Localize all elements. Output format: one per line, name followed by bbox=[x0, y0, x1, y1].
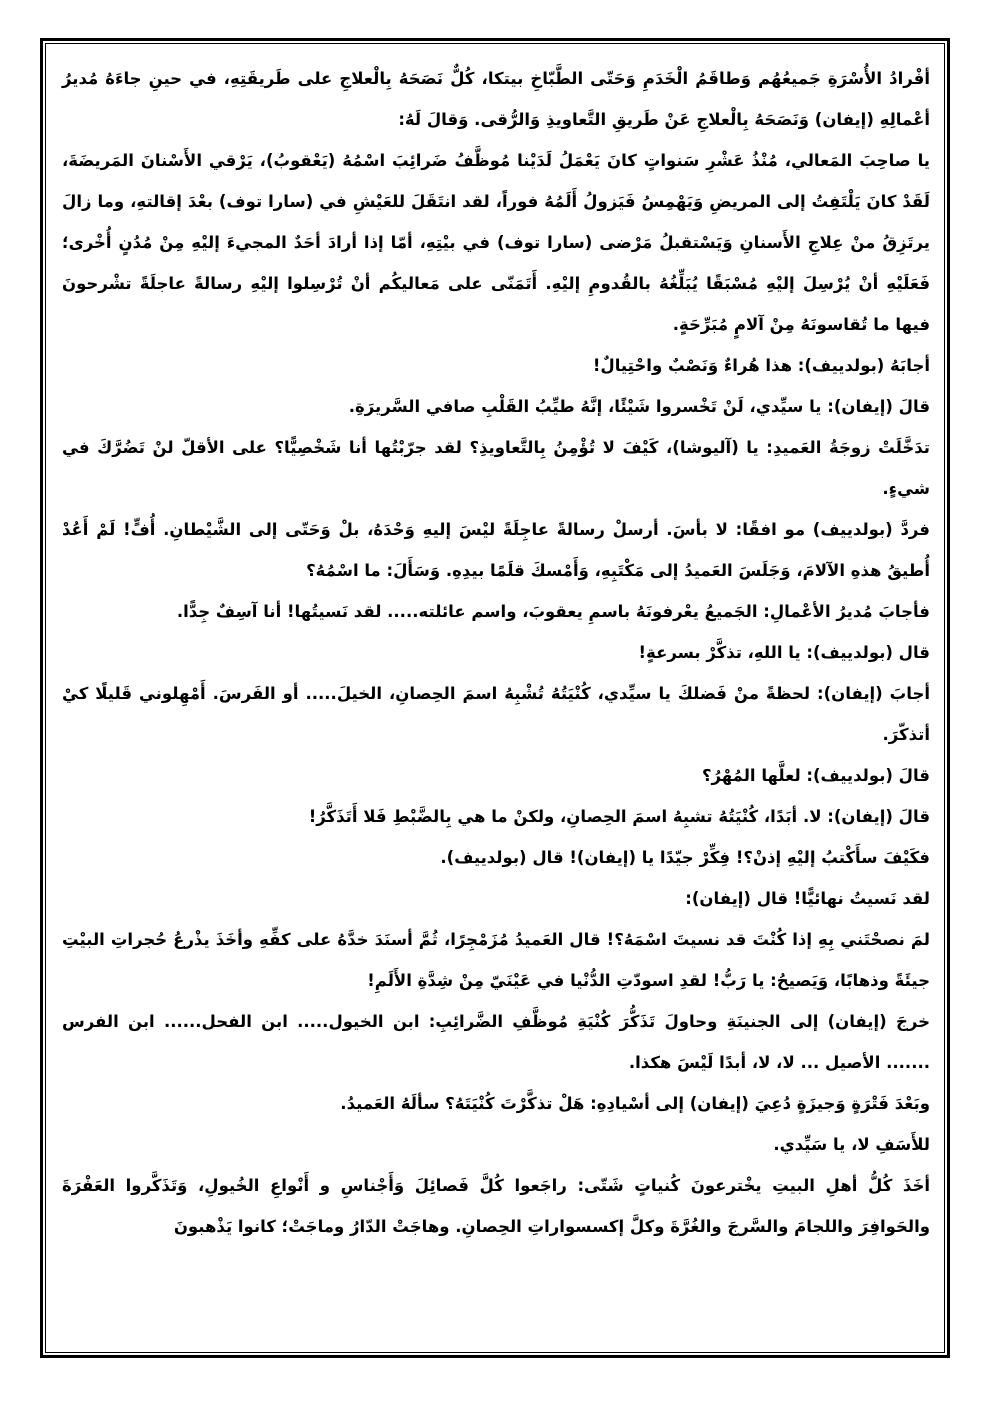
paragraph: قالَ (إيفان): يا سيِّدي، لَنْ تَخْسروا شَيْئًا، إنَّهُ طيِّبُ القَلْبِ صافي السَّريرَةِ. bbox=[348, 397, 930, 416]
paragraph: قالَ (إيفان): لا. أبَدًا، كُنْيَتُهُ تشبِهُ اسمَ الحِصانِ، ولكنْ ما هي بِالضَّبْطِ فَلا أَتَذَكَّرُ! bbox=[308, 807, 930, 826]
paragraph: فكَيْفَ سأَكْتبُ إليْهِ إذنْ؟! فِكِّرْ جيّدًا يا (إيفان)! قال (بولدييف). bbox=[440, 848, 930, 867]
paragraph: أجابَ (إيفان): لحظةً منْ فَضلكَ يا سيِّدي، كُنْيَتُهُ تُشْبِهُ اسمَ الحِصانِ، الخيلَ..... أو الفَرسَ. أَمْهِلوني قَليلًا كيْ أتذكّرَ. bbox=[62, 684, 930, 744]
paragraph: لمَ نصحْتَني بِهِ إذا كُنْتَ قد نسيتَ اسْمَهُ؟! قال العَميدُ مُزَمْجِرًا، ثُمَّ أسنَدَ خدَّهُ على كفِّهِ وأخَذَ يذْرعُ حُجراتِ البيْتِ جيئَةً وذهابًا، وَيَصيحُ: يا رَبُّ! لقدِ اسودّتِ الدُّنْيا في عَيْنَيّ مِنْ شِدَّةِ الأَلَمِ! bbox=[62, 930, 930, 990]
paragraph: وبَعْدَ فَتْرَةٍ وَجيزَةٍ دُعِيَ (إيفان) إلى أسْيادِهِ: هَلْ تذكَّرْتَ كُنْيَتَهُ؟ سألَهُ العَميدُ. bbox=[340, 1094, 930, 1113]
paragraph: أفْرادُ الأُسْرَةِ جَميعُهُم وَطاقَمُ الْخَدَمِ وَحَتّى الطَّبّاخِ بيتكا، كُلٌّ نَصَحَهُ بِالْعلاجِ على طَريقَتِهِ، في حينِ جاءَهُ مُديرُ أعْمالِهِ (إيفان) وَنَصَحَهُ بِالْعلاجِ عَنْ طَريقِ التَّعاويذِ وَالرُّقى. وَقالَ لَهُ: bbox=[62, 69, 930, 129]
paragraph: يا صاحِبَ المَعالي، مُنْذُ عَشْرِ سَنواتٍ كانَ يَعْمَلُ لَدَيْنا مُوظَّفُ ضَرائِبَ اسْمُهُ (يَعْقوبُ)، يَرْقي الأَسْنانَ المَريضَةَ، لَقَدْ كانَ يَلْتَفِتُ إلى المريضِ وَيَهْمِسُ فَيَزولُ أَلَمُهُ فوراً، لقد انتَقَلَ للعَيْشِ في (سارا توف) بعْدَ إقالتهِ، وما زالَ يرتَزِقُ منْ عِلاجِ الأَسنانِ وَيَسْتقبلُ مَرْضى (سارا توف) في بيْتِهِ، أمّا إذا أرادَ أحَدٌ المجيءَ إليْهِ مِنْ مُدُنٍ أُخْرى؛ فَعَلَيْهِ أنْ يُرْسِلَ إليْهِ مُسْبَقًا يُبَلِّغُهُ بالقُدومِ إليْهِ. أَتَمَنّى على مَعاليكُم أنْ تُرْسِلوا إليْهِ رسالةً عاجلَةً تشْرحونَ فيها ما تُقاسونَهُ مِنْ آلامٍ مُبَرِّحَةٍ. bbox=[62, 151, 930, 334]
paragraph: للأَسَفِ لا، يا سَيِّدي. bbox=[773, 1135, 930, 1154]
paragraph: فأجابَ مُديرُ الأعْمالِ: الجَميعُ يعْرفونَهُ باسمِ يعقوبَ، واسم عائلته..... لقد نَسيتُها! أنا آسِفٌ جِدًّا. bbox=[176, 602, 930, 621]
paragraph: خرجَ (إيفان) إلى الجنينَةِ وحاولَ تَذَكُّرَ كُنْيَةِ مُوظَّفِ الضَّرائِبِ: ابن الخيول..... ابن الفحل...... ابن الفرس ....... الأصيل ... لا، لا، أبدًا لَيْسَ هكذا. bbox=[62, 1012, 930, 1072]
paragraph: أخَذَ كُلُّ أهلِ البيتِ يخْترعونَ كُنياتٍ شَتّى: راجَعوا كُلَّ فَصائِلَ وَأَجْناسِ و أَنْواعِ الخُيولِ، وَتَذَكَّروا العَفْرَةَ والحَوافِرَ واللجامَ والسَّرجَ والغُرَّةَ وكلَّ إكسسواراتِ الحِصانِ. وهاجَتْ الدّارُ وماجَتْ؛ كانوا يَذْهبونَ bbox=[62, 1176, 930, 1236]
paragraph: تدَخَّلَتْ زوجَةُ العَميدِ: يا (آليوشا)، كَيْفَ لا تُؤْمِنُ بِالتَّعاويذِ؟ لقد جرّبْتُها أنا شَخْصِيًّا؟ على الأقلّ لنْ تَضُرَّكَ في شيءٍ. bbox=[62, 438, 930, 498]
paragraph: قالَ (بولدييف): لعلَّها المُهْرُ؟ bbox=[701, 766, 930, 785]
paragraph: فردَّ (بولدييف) مو افقًا: لا بأسَ. أرسلْ رسالةً عاجِلَةً ليْسَ إليهِ وَحْدَهُ، بلْ وَحَتّى إلى الشَّيْطانِ. أُفٍّ! لَمْ أَعُدْ أُطيقُ هذهِ الآلامَ، وَجَلَسَ العَميدُ إلى مَكْتَبِهِ، وَأَمْسكَ قلَمًا بيدِهِ. وَسَأَلَ: ما اسْمُهُ؟ bbox=[62, 520, 930, 580]
paragraph: أجابَهُ (بولدييف): هذا هُراءٌ وَنَصْبٌ واحْتِيالٌ! bbox=[592, 356, 930, 375]
paragraph: قال (بولدييف): يا اللهِ، تذكَّرْ بسرعةٍ! bbox=[638, 643, 930, 662]
paragraph: لقد نَسيتُ نهائيًّا! قال (إيفان): bbox=[685, 889, 930, 908]
document-body bbox=[62, 58, 930, 1247]
